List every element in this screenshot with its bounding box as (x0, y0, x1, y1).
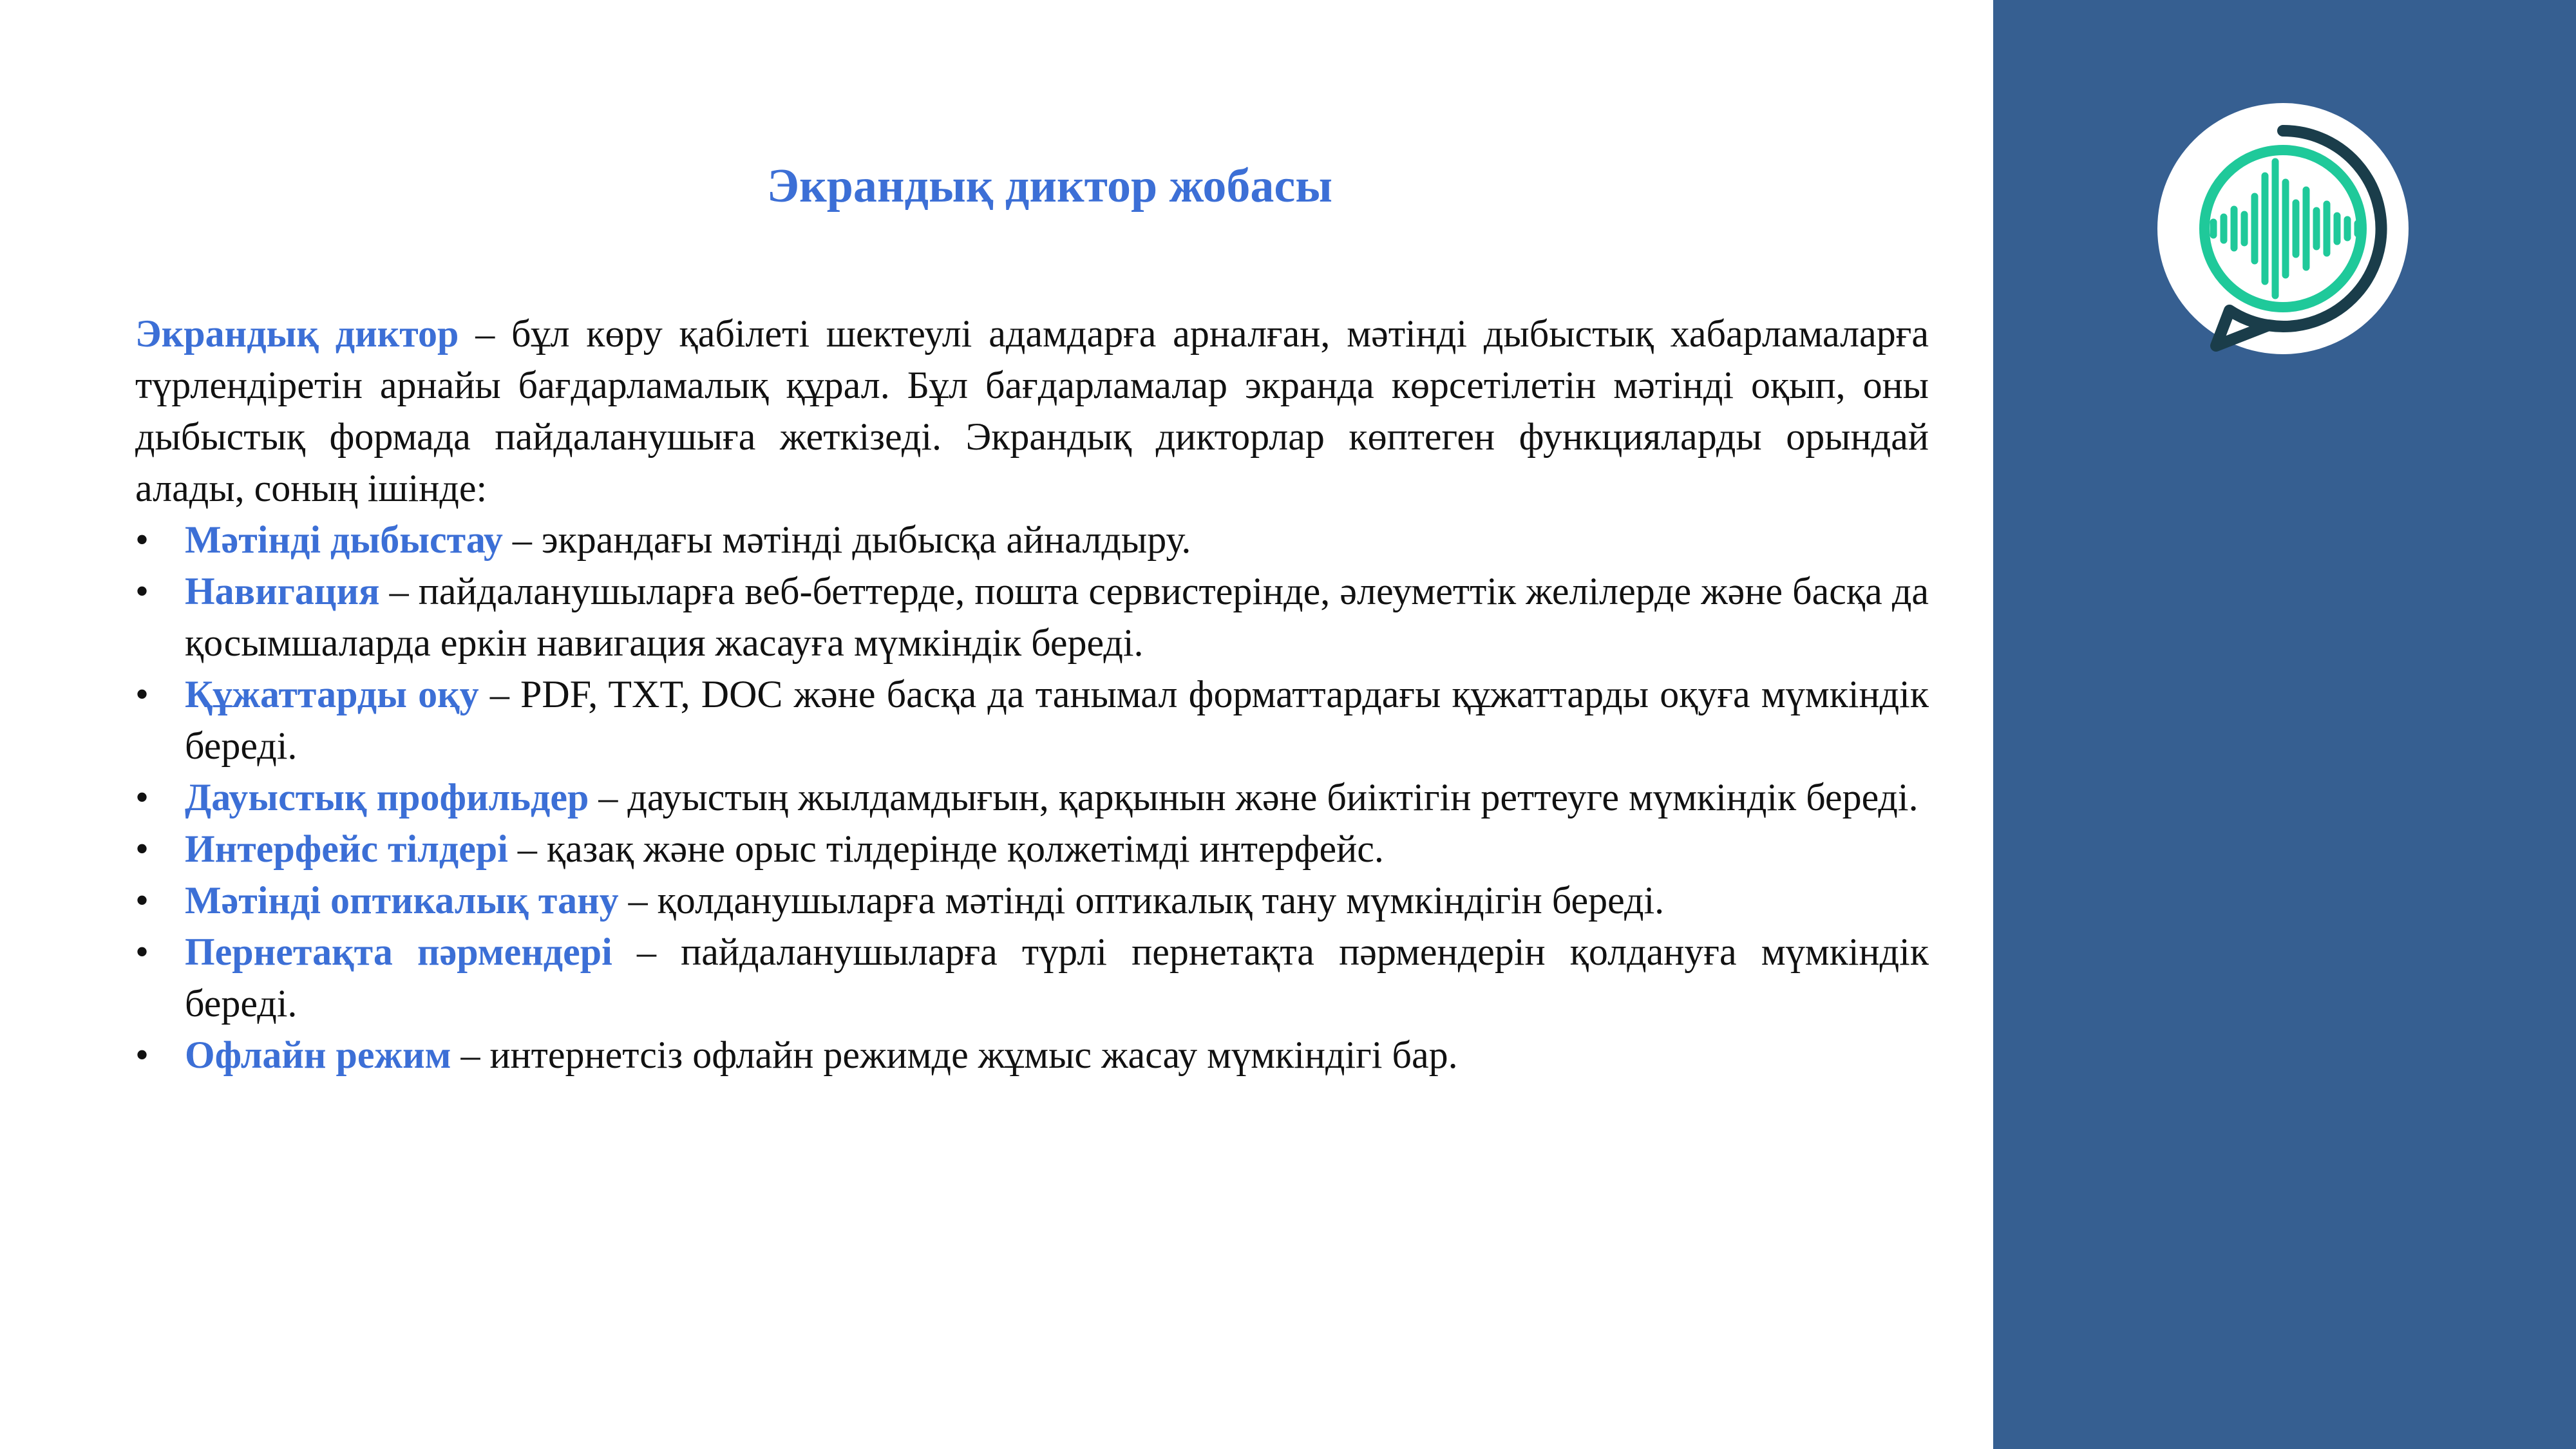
feature-item (135, 926, 1929, 1029)
intro-term: Экрандық диктор (135, 312, 459, 355)
intro-paragraph (135, 308, 1929, 514)
feature-term: Мәтінді дыбыстау (185, 518, 503, 561)
feature-term: Дауыстық профильдер (185, 776, 589, 819)
feature-item (135, 875, 1929, 926)
voice-chat-bubble-icon (2154, 100, 2412, 357)
feature-term: Интерфейс тілдері (185, 828, 508, 870)
feature-text: – интернетсіз офлайн режимде жұмыс жасау мүмкіндігі бар. (451, 1034, 1458, 1076)
feature-item (135, 823, 1929, 875)
slide-content (135, 308, 1929, 1081)
feature-item (135, 565, 1929, 668)
feature-term: Офлайн режим (185, 1034, 451, 1076)
feature-term: Навигация (185, 570, 380, 612)
feature-text: – PDF, TXT, DOC және басқа да танымал форматтардағы құжаттарды оқуға мүмкіндік береді. (185, 673, 1929, 767)
feature-text: – қазақ және орыс тілдерінде қолжетімді интерфейс. (507, 828, 1384, 870)
feature-item (135, 1029, 1929, 1081)
feature-text: – пайдаланушыларға түрлі пернетақта пәрмендерін қолдануға мүмкіндік береді. (185, 931, 1929, 1025)
feature-item (135, 514, 1929, 565)
feature-term: Құжаттарды оқу (185, 673, 479, 715)
feature-text: – пайдаланушыларға веб-беттерде, пошта сервистерінде, әлеуметтік желілерде және басқа да қосымшаларда еркін навигация жасауға мүмкіндік береді. (185, 570, 1929, 664)
feature-text: – қолданушыларға мәтінді оптикалық тану мүмкіндігін береді. (618, 879, 1665, 922)
feature-text: – дауыстың жылдамдығын, қарқынын және биіктігін реттеуге мүмкіндік береді. (589, 776, 1918, 819)
feature-list (135, 514, 1929, 1081)
feature-term: Пернетақта пәрмендері (185, 931, 612, 973)
feature-item (135, 668, 1929, 772)
feature-text: – экрандағы мәтінді дыбысқа айналдыру. (502, 518, 1191, 561)
feature-term: Мәтінді оптикалық тану (185, 879, 619, 922)
slide-title: Экрандық диктор жобасы (766, 160, 1333, 213)
intro-text: – бұл көру қабілеті шектеулі адамдарға арналған, мәтінді дыбыстық хабарламаларға түрлендіретін арнайы бағдарламалық құрал. Бұл бағдарламалар экранда көрсетілетін мәтінді оқып, оны дыбыстық формада пайдаланушыға жеткізеді. Экрандық дикторлар көптеген функцияларды орындай алады, соның ішінде: (135, 312, 1929, 509)
feature-item (135, 772, 1929, 823)
